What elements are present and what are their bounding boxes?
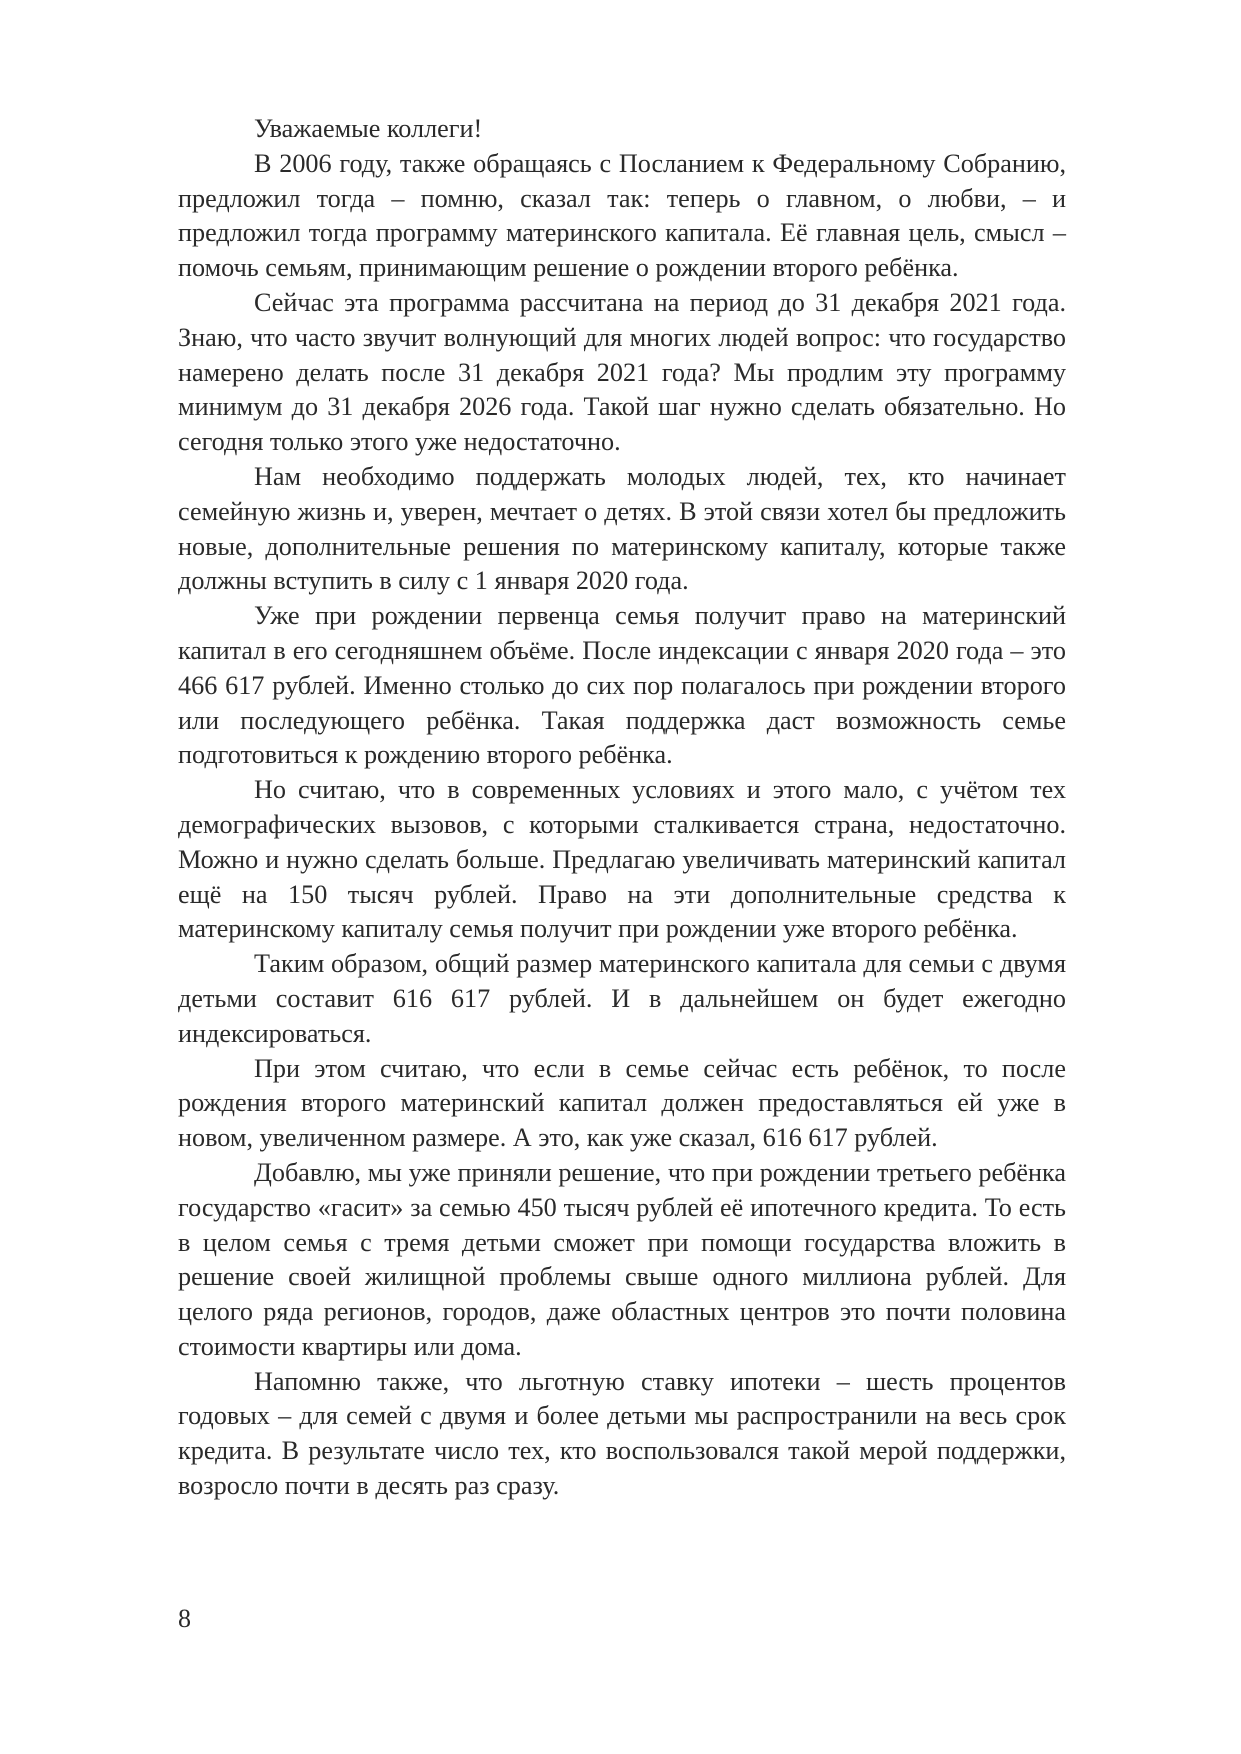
paragraph: В 2006 году, также обращаясь с Посланием к Федеральному Собранию, предложил тогда – помню, сказал так: теперь о главном, о любви, – и предложил тогда программу материнского капитала. Её главная цель, смысл – помочь семьям, принимающим решение о рождении второго ребёнка. — [178, 148, 1066, 283]
paragraph: Напомню также, что льготную ставку ипотеки – шесть процентов годовых – для семей с двумя и более детьми мы распространили на весь срок кредита. В результате число тех, кто воспользовался такой мерой поддержки, возросло почти в десять раз сразу. — [178, 1366, 1066, 1501]
paragraph: При этом считаю, что если в семье сейчас есть ребёнок, то после рождения второго материнский капитал должен предоставляться ей уже в новом, увеличенном размере. А это, как уже сказал, 616 617 рублей. — [178, 1053, 1066, 1153]
paragraph: Таким образом, общий размер материнского капитала для семьи с двумя детьми составит 616 617 рублей. И в дальнейшем он будет ежегодно индексироваться. — [178, 949, 1066, 1048]
paragraph: Сейчас эта программа рассчитана на период до 31 декабря 2021 года. Знаю, что часто звучит волнующий для многих людей вопрос: что государство намерено делать после 31 декабря 2021 года? Мы продлим эту программу минимум до 31 декабря 2026 года. Такой шаг нужно сделать обязательно. Но сегодня только этого уже недостаточно. — [178, 287, 1066, 457]
paragraph: Уже при рождении первенца семья получит право на материнский капитал в его сегодняшнем объёме. После индексации с января 2020 года – это 466 617 рублей. Именно столько до сих пор полагалось при рождении второго или последующего ребёнка. Такая поддержка даст возможность семье подготовиться к рождению второго ребёнка. — [178, 601, 1066, 770]
paragraph: Но считаю, что в современных условиях и этого мало, с учётом тех демографических вызовов, с которыми сталкивается страна, недостаточно. Можно и нужно сделать больше. Предлагаю увеличивать материнский капитал ещё на 150 тысяч рублей. Право на эти дополнительные средства к материнскому капиталу семья получит при рождении уже второго ребёнка. — [178, 775, 1066, 944]
page-number: 8 — [178, 1604, 191, 1633]
paragraph: Нам необходимо поддержать молодых людей, тех, кто начинает семейную жизнь и, уверен, мечтает о детях. В этой связи хотел бы предложить новые, дополнительные решения по материнскому капиталу, которые также должны вступить в силу с 1 января 2020 года. — [178, 461, 1066, 596]
body-text — [178, 112, 1066, 1504]
paragraph-greeting: Уважаемые коллеги! — [254, 114, 483, 143]
paragraph: Добавлю, мы уже приняли решение, что при рождении третьего ребёнка государство «гасит» за семью 450 тысяч рублей её ипотечного кредита. То есть в целом семья с тремя детьми сможет при помощи государства вложить в решение своей жилищной проблемы свыше одного миллиона рублей. Для целого ряда регионов, городов, даже областных центров это почти половина стоимости квартиры или дома. — [178, 1157, 1066, 1361]
